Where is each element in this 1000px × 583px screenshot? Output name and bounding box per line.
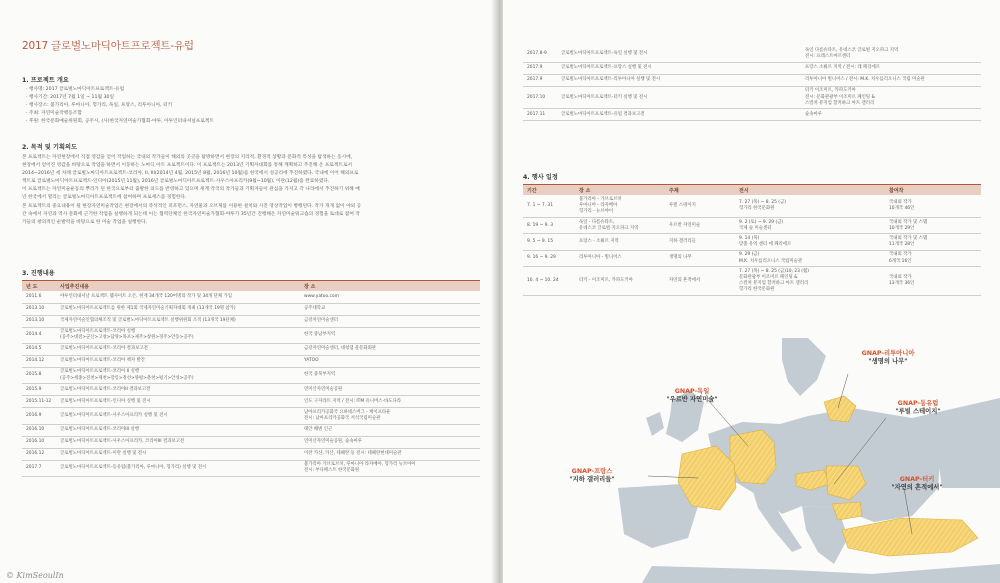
cell-artists-line: 10개국 29인 <box>889 225 915 231</box>
table-row <box>22 291 480 303</box>
land-north-africa <box>642 564 1000 583</box>
map-label-turkey: GNAP-터키 "자연의 흔적에서" <box>891 476 943 491</box>
cell-content <box>557 46 801 62</box>
land-ireland <box>646 412 664 436</box>
cell-exhibit-line: 문화관광부 이조미르 페인팅 & <box>739 274 798 280</box>
cell-year: 2014.12 <box>22 355 56 367</box>
cell-place-line: 헝가리 - 뉴브야이 <box>579 209 614 215</box>
table-row <box>22 424 480 436</box>
cell-place <box>575 218 665 234</box>
cell-content <box>56 448 300 460</box>
cell-year: 2015.8 <box>22 367 56 383</box>
map-label-france: GNAP-프랑스 "지하 갤러리들" <box>569 468 615 483</box>
cell-artists-line: 국내외 작가 <box>889 199 912 205</box>
cell-place <box>575 250 665 266</box>
cell-place <box>300 436 480 448</box>
cell-place-line: 프랑스 소뤄르 지역 / 전시: 레 페리에르 <box>805 65 880 71</box>
table-row <box>523 218 981 234</box>
cell-place <box>575 234 665 250</box>
cell-place <box>801 62 981 74</box>
cell-place-line: 독일 다름슈타트, 유네스코 글로벌 지오파크 지역 <box>805 47 899 53</box>
cell-content-line: 글로벌노마딕아트프로젝트-터키 실행 및 전시 <box>561 94 648 100</box>
cell-content <box>56 315 300 327</box>
cell-content <box>56 343 300 355</box>
cell-year: 2013.10 <box>22 315 56 327</box>
cell-theme-line: 지하 갤러리들 <box>669 239 696 245</box>
purpose-paragraph <box>22 154 480 227</box>
cell-place-line: 터키 - 이조미르, 카파도키아 <box>579 278 633 284</box>
cell-period: 10. 4 ~ 10. 24 <box>523 267 575 296</box>
section-1-heading: 1. 프로젝트 개요 <box>22 77 69 84</box>
cell-year: 2017.11 <box>523 109 557 121</box>
map-label-germany: GNAP-독일 "우르반 자연미술" <box>666 388 718 403</box>
cell-content-line: 글로벌노마딕아트프로젝트-이란 실행 및 전시 <box>60 451 147 457</box>
table-row <box>523 62 981 74</box>
overview-list <box>26 86 214 126</box>
cell-artists-line: 국내외 작가 <box>889 252 912 258</box>
schedule-table-header <box>523 185 981 196</box>
cell-place-line: 스컬쳐 뮤지엄 할켜하크 아트 갤러리 <box>805 100 875 106</box>
header-theme: 주제 <box>665 185 735 196</box>
cell-year: 2016.10 <box>22 424 56 436</box>
cell-content-line: 글로벌노마딕아트프로젝트-코리아 II 실행 <box>60 369 140 375</box>
cell-content-line: 글로벌노마딕아트프로젝트-코리아II 결과보고전 <box>60 386 151 392</box>
overview-item: · 행사장소: 불가리아, 루마니아, 헝가리, 독일, 프랑스, 리투아니아, 터키 <box>26 103 173 108</box>
cell-place-line: 터키 이조미르, 카파도키아 <box>805 88 856 94</box>
cell-year: 2017.9 <box>523 74 557 86</box>
table-row <box>523 74 981 86</box>
section-3-heading: 3. 진행내용 <box>22 270 55 277</box>
cell-artists <box>885 218 981 234</box>
paragraph-line: 현장에서 얻어진 영감을 바탕으로 작업을 하면서 이동하는 노마딕 아트 프로젝트이다. 이 프로젝트는 2013년 기획자대회를 통해 계획하고 추진해 온 프로젝트로서 <box>22 163 353 169</box>
cell-year: 2014.5 <box>22 343 56 355</box>
cell-year: 2011.6 <box>22 291 56 303</box>
section-2-heading: 2. 목적 및 기획의도 <box>22 144 77 151</box>
cell-exhibit-line: 7. 27 (목) ~ 8. 25 (금)10, 23 (월) <box>739 268 809 274</box>
cell-content <box>56 408 300 424</box>
cell-exhibit-line: 국제 숲 미술센터 <box>739 225 772 231</box>
overview-item: · 후원: 한국문화예술위원회, 공주시, (사)한국자연미술가협회-야투, 아투인터내셔널프로젝트 <box>26 119 214 124</box>
header-artists: 참여작 <box>885 185 981 196</box>
cell-place-line: 이란 카샨, 카산, 테헤란 등 전시: 테헤란현대미술관 <box>304 451 402 457</box>
cell-artists <box>885 234 981 250</box>
cell-year: 2017.10 <box>523 86 557 109</box>
table-row <box>523 267 981 296</box>
cell-place-line: 인도 구자라트 지역 / 전시: ITM 유니버스-바도다라 <box>304 398 402 404</box>
cell-year: 2017.8-9 <box>523 46 557 62</box>
overview-item: · 행사명: 2017 글로벌노마딕아트프로젝트-유럽 <box>26 87 125 92</box>
cell-place-line: 전시: 프레스트마르센터 <box>805 53 851 59</box>
cell-place <box>300 424 480 436</box>
cell-place-line: 불가리아 가브로브치, 루마니아 라자베아, 헝가리 뉴브야이 <box>304 462 416 468</box>
section-4-heading: 4. 행사 일정 <box>523 174 558 181</box>
cell-period: 9. 16 ~ 9. 29 <box>523 250 575 266</box>
cell-year: 2016.10 <box>22 436 56 448</box>
cell-content <box>56 436 300 448</box>
cell-place-line: 금강자연미술센터 <box>304 317 338 323</box>
cell-content <box>56 327 300 343</box>
cell-exhibit-line: 헝가리 한국문화원 <box>739 206 775 212</box>
cell-place-line: 독일 - 다름슈타트, <box>579 219 615 225</box>
table-row <box>523 109 981 121</box>
cell-place-line: 전시: 문화관광부 이조미르 페인팅 & <box>805 94 875 100</box>
cell-artists-line: 10개국 46인 <box>889 206 915 212</box>
table-row <box>22 355 480 367</box>
cell-exhibit-line: 헝가리 한국문화원 <box>739 287 775 293</box>
cell-content-line: 글로벌노마딕아트프로젝트-프랑스 실행 및 전시 <box>561 65 652 71</box>
cell-place <box>300 355 480 367</box>
cell-content-line: 국제자연미술인협의체조직 및 글로벌노마딕아트프로젝트 실행위원회 조직 (13개국 19단체) <box>60 317 236 323</box>
cell-place <box>300 367 480 383</box>
cell-content <box>56 396 300 408</box>
paragraph-line: 본 프로젝트의 중요내용이 될 현장자연미술작업은 현장에서의 즉석적인 퍼포먼스, 자연물과 오브제를 이용한 설치와 사진 영상작업이 병행된다. 작가 개개 없이 야외 공 <box>22 203 362 209</box>
cell-year: 2014.4 <box>22 327 56 343</box>
cell-place-line: 금강자연미술센터, 대청댐 물문화회관 <box>304 346 377 352</box>
table-row <box>22 408 480 424</box>
cell-place-line: 전시: 남아프리카공화국 서석국립미술관 <box>304 415 381 421</box>
left-page <box>0 0 497 583</box>
paragraph-line: 2014~2016년 세 차례 글로벌노마딕아트프로젝트-코리아, II, III(2014년 4월, 2015년 8월, 2016년 10월)를 한국에서 성공리에 추진하였다. 국내에 이어 해외프로 <box>22 171 359 177</box>
table-row <box>22 343 480 355</box>
cell-place <box>300 315 480 327</box>
cell-content-line: (공주>세종>진천>제천>강릉>정선>양평>춘천>평기>안성>공주) <box>60 375 194 381</box>
cell-place <box>575 267 665 296</box>
cell-exhibit-line: 스컬쳐 뮤지엄 할켜하크 아트 갤러리 <box>739 281 809 287</box>
cell-content-line: 글로벌노마딕아트프로젝트-코리아 실행 <box>60 328 136 334</box>
cell-artists-line: 국내외 작가 및 스탭 <box>889 219 928 225</box>
cell-place-line: 남아프리카공화국 요하네스버그 - 케이프타운 <box>304 409 391 415</box>
cell-year: 2013.10 <box>22 303 56 315</box>
map-label-east-europe: GNAP-동유럽 "루빌 스테이지" <box>895 400 941 415</box>
progress-table-continued <box>523 46 981 121</box>
cell-content <box>56 367 300 383</box>
cell-exhibit <box>735 250 885 266</box>
cell-content-line: 글로벌노마딕아트프로젝트-유럽 결과보고전 <box>561 111 645 117</box>
cell-exhibit <box>735 218 885 234</box>
paragraph-line: 젝트로 글로벌노마딕아트프로젝트-인디아(2015년 11월), 2016년 글로벌노마딕아트프로젝트-사우스아프리카(9월~10월), 이란(12월)를 완료하였다. <box>22 179 330 185</box>
header-place: 장 소 <box>575 185 665 196</box>
cell-theme-line: 루빌 스테이지 <box>669 202 696 208</box>
cell-place <box>300 303 480 315</box>
cell-content-line: (공주>대전>군산>고창>담양>목포>제주>창원>경주>안동>공주) <box>60 335 194 341</box>
cell-place-line: 연미산자연미술공원 <box>304 386 343 392</box>
table-row <box>22 460 480 476</box>
table-row <box>523 250 981 266</box>
cell-place-line: YATOO <box>304 358 319 364</box>
watermark: © KimSeoulIn <box>6 571 64 580</box>
table-row <box>523 46 981 62</box>
cell-content-line: 글로벌노마딕아트프로젝트-인디아 실행 및 전시 <box>60 398 151 404</box>
cell-place-line: 태안 해변 인근 <box>304 427 333 433</box>
cell-place-line: 리투아니아 빌니어스 / 전시: M.K. 치우를리오니스 국립 미술관 <box>805 77 925 83</box>
cell-artists <box>885 250 981 266</box>
paragraph-line: 간 속에서 자연과 역사 문화에 근거한 작업을 실행하게 되는데 이는 협력단체인 한국자연미술가협회-야투가 35년간 진행해온 자연미술워크숍의 경험을 토대로 참여 작 <box>22 211 360 217</box>
cell-exhibit-line: 9. 2 (토) ~ 9. 29 (금) <box>739 219 784 225</box>
cell-theme <box>665 195 735 218</box>
land-scandinavia <box>782 338 826 396</box>
cell-artists <box>885 195 981 218</box>
header-year: 년 도 <box>22 281 56 292</box>
progress-table <box>22 280 480 477</box>
cell-year: 2015.11-12 <box>22 396 56 408</box>
table-row <box>22 367 480 383</box>
cell-artists <box>885 267 981 296</box>
overview-item: · 주최: 자연미술작행동조합 <box>26 111 82 116</box>
cell-content <box>56 424 300 436</box>
cell-year: 2015.9 <box>22 384 56 396</box>
cell-content <box>56 355 300 367</box>
cell-exhibit <box>735 267 885 296</box>
table-row <box>523 234 981 250</box>
schedule-table <box>523 184 981 296</box>
cell-year: 2016.12 <box>22 448 56 460</box>
cell-artists-line: 국내외 작가 <box>889 274 912 280</box>
cell-content <box>557 62 801 74</box>
cell-year: 2016.9 <box>22 408 56 424</box>
cell-year: 2017.7 <box>22 460 56 476</box>
cell-place-line: 연미산자연미술공원, 숲속마루 <box>304 439 362 445</box>
cell-exhibit-line: 맞춤 유역 센터 에 페리에르 <box>739 242 792 248</box>
cell-exhibit <box>735 195 885 218</box>
table-row <box>22 303 480 315</box>
paragraph-line: 년 한국에서 열리는 글로벌노마딕아트프로젝트에 참여하며 프로세스를 경험한다. <box>22 195 187 201</box>
cell-place <box>575 195 665 218</box>
cell-content <box>56 303 300 315</box>
table-row <box>22 448 480 460</box>
cell-artists-line: 13개국 36인 <box>889 281 915 287</box>
page-title: 2017 글로벌노마딕아트프로젝트-유럽 <box>22 40 194 52</box>
table-row <box>22 436 480 448</box>
cell-place <box>300 343 480 355</box>
cell-content-line: 글로벌노마딕아트프로젝트-코리아 책자 발간 <box>60 358 145 364</box>
table-row <box>22 384 480 396</box>
table-row <box>22 396 480 408</box>
cell-theme-line: 생명의 나무 <box>669 255 692 261</box>
map-label-lithuania: GNAP-리투아니아 "생명의 나무" <box>861 350 915 365</box>
cell-theme-line: 우르반 자연미술 <box>669 222 701 228</box>
table-row <box>22 315 480 327</box>
overview-item: · 행사기간: 2017년 7월 1일 ~ 11월 30일 <box>26 95 115 100</box>
cell-period: 9. 5 ~ 9. 15 <box>523 234 575 250</box>
cell-place <box>801 109 981 121</box>
cell-artists-line: 국내외 작가 및 스탭 <box>889 235 928 241</box>
header-place: 장 소 <box>300 281 480 292</box>
cell-place <box>801 46 981 62</box>
cell-content-line: 야투인터내셔날 프로젝트 웹사이트 오픈, 현재 34개국 120여명의 작가 및 34개 단체 가입 <box>60 293 233 299</box>
cell-content-line: 글로벌노마딕아트프로젝트-사우스아프리카 실행 및 전시 <box>60 412 168 418</box>
progress-table-header <box>22 281 480 292</box>
cell-content <box>56 384 300 396</box>
cell-place <box>300 460 480 476</box>
cell-place <box>300 327 480 343</box>
cell-exhibit-line: 9. 14 (목) <box>739 235 760 241</box>
cell-exhibit-line: 7. 27 (목) ~ 8. 25 (금) <box>739 199 786 205</box>
cell-exhibit-line: 9. 29 (금) <box>739 252 760 258</box>
cell-exhibit <box>735 234 885 250</box>
cell-artists-line: 11개국 28인 <box>889 242 915 248</box>
header-content: 사업추진내용 <box>56 281 300 292</box>
cell-content-line: 글로벌노마딕아트프로젝트-독일 실행 및 전시 <box>561 50 648 56</box>
cell-place <box>300 291 480 303</box>
cell-place-line: 리투아니아 - 빌니어스 <box>579 255 622 261</box>
cell-theme <box>665 218 735 234</box>
cell-theme <box>665 267 735 296</box>
paragraph-line: 이 프로젝트는 자연미술운동의 뿌리가 된 한국으로부터 출발한 의도를 반영하고 있으며 세계 각국의 작가들과 기획자들이 관심을 가지고 각 나라에서 추진하기 위해 매 <box>22 187 360 193</box>
cell-period: 7. 1 ~ 7. 31 <box>523 195 575 218</box>
cell-place-line: 한국 중북부지역 <box>304 372 336 378</box>
europe-map <box>612 338 1000 583</box>
header-exhibit: 전시 <box>735 185 885 196</box>
cell-content-line: 글로벌노마딕아트프로젝트-코리아 결과보고전 <box>60 346 148 352</box>
cell-period: 8. 19 ~ 9. 3 <box>523 218 575 234</box>
cell-place-line: 불가리아 - 가브로브치 <box>579 196 622 202</box>
cell-theme-line: 자연의 흔적에서 <box>669 278 701 284</box>
table-row <box>523 86 981 109</box>
table-row <box>523 195 981 218</box>
cell-content <box>557 86 801 109</box>
cell-theme <box>665 250 735 266</box>
cell-place-line: 공주대학교 <box>304 305 326 311</box>
country-germany <box>730 430 776 484</box>
cell-content-line: 글로벌노마딕아트프로젝트-리투아니아 실행 및 전시 <box>561 77 661 83</box>
cell-place <box>300 448 480 460</box>
cell-place-line: 한국 중남부지역 <box>304 332 336 338</box>
cell-place <box>300 396 480 408</box>
cell-place-line: 유네스코 글로벌 지오파크 지역 <box>579 225 639 231</box>
header-period: 기간 <box>523 185 575 196</box>
cell-place <box>300 384 480 396</box>
paragraph-line: 본 프로젝트는 자연현장에서 직접 영감을 얻어 작업하는 국내외 작가들이 해외의 곳곳을 탐방하면서 현장의 지리적, 환경적 상황과 문화적 특성을 탐색하는 동시에, <box>22 155 353 160</box>
cell-content-line: 글로벌노마딕아트프로젝트-코리아III 실행 <box>60 427 139 433</box>
paragraph-line: 가들의 창의적인 순발력을 바탕으로 한 미술 작업을 실행한다. <box>22 219 148 225</box>
cell-place-line: 루마니아 - 라자베아 <box>579 202 618 208</box>
cell-place-line: 프랑스 - 소뤄르 지역 <box>579 239 619 245</box>
cell-year: 2017.9 <box>523 62 557 74</box>
cell-content-line: 글로벌노마딕아트프로젝트-동유럽(불가리아, 루마니아, 헝가리) 실행 및 전시 <box>60 465 207 471</box>
cell-place-line: 숲속마루 <box>805 111 822 117</box>
cell-artists-line: 6개국 16인 <box>889 258 912 264</box>
cell-content <box>557 109 801 121</box>
cell-place <box>801 74 981 86</box>
cell-place-line: www.yatoo.com <box>304 293 339 299</box>
cell-place <box>801 86 981 109</box>
cell-content <box>56 460 300 476</box>
cell-theme <box>665 234 735 250</box>
cell-place <box>300 408 480 424</box>
cell-content-line: 글로벌노마딕아트프로젝트-사우스아프리카, 코리아III 결과보고전 <box>60 439 185 445</box>
cell-place-line: 전시: 부다페스트 한국문화원 <box>304 468 360 474</box>
cell-content <box>557 74 801 86</box>
cell-exhibit-line: M.K. 치우를리오니스 국립미술관 <box>739 258 803 264</box>
cell-content-line: 글로벌노마딕아트프로젝트를 위한 제1회 국제자연미술기획자대회 개최 (13개국 19명 참가) <box>60 305 236 311</box>
table-row <box>22 327 480 343</box>
cell-content <box>56 291 300 303</box>
